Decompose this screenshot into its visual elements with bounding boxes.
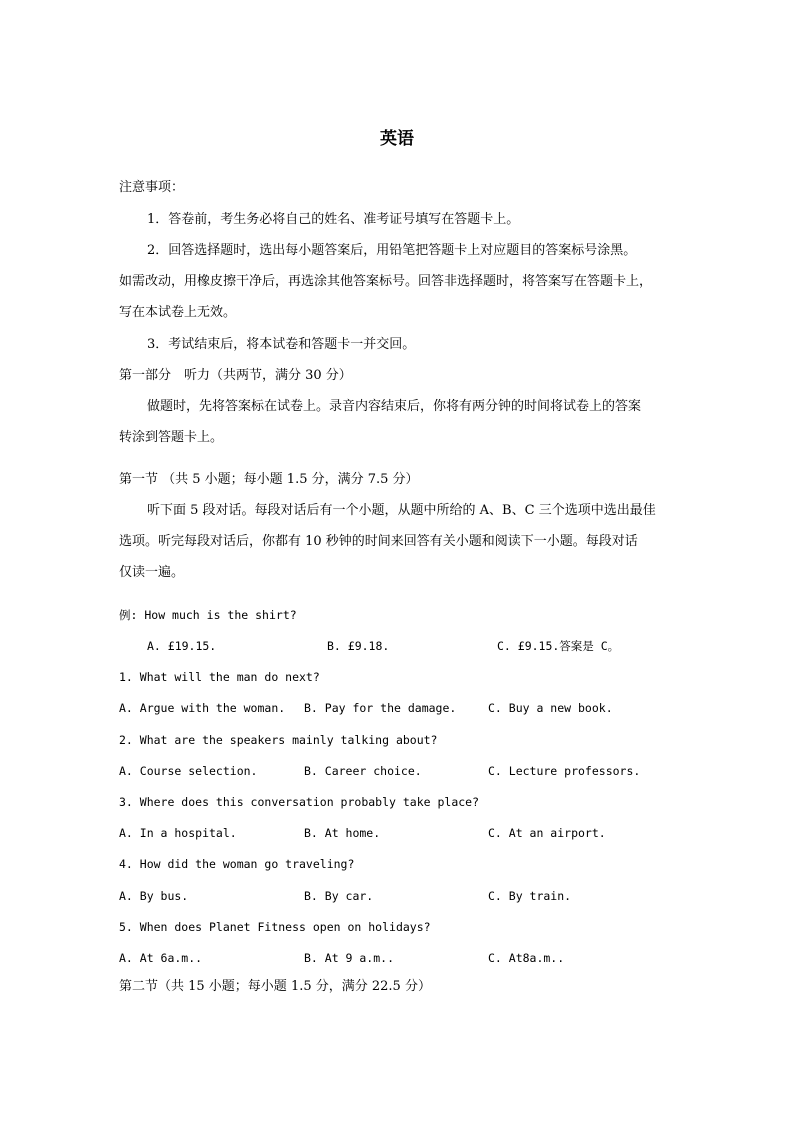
question-4-option-b: B. By car. [304,889,374,903]
question-5-option-c: C. At8a.m.. [488,951,565,965]
notice-item-2-line-1: 2．回答选择题时，选出每小题答案后，用铅笔把答题卡上对应题目的答案标号涂黑。 [147,243,637,258]
question-1-option-b: B. Pay for the damage. [304,701,457,715]
question-2-option-c: C. Lecture professors. [488,764,641,778]
section1-instruction-line-1: 听下面 5 段对话。每段对话后有一个小题，从题中所给的 A、B、C 三个选项中选出最佳 [147,503,656,518]
notice-item-3: 3．考试结束后，将本试卷和答题卡一并交回。 [147,337,416,352]
part1-instruction-line-1: 做题时，先将答案标在试卷上。录音内容结束后，你将有两分钟的时间将试卷上的答案 [147,399,642,414]
section2-heading: 第二节（共 15 小题；每小题 1.5 分，满分 22.5 分） [119,979,431,994]
question-3: 3. Where does this conversation probably take place? [119,795,480,809]
question-4-option-a: A. By bus. [119,889,189,903]
question-5: 5. When does Planet Fitness open on holidays? [119,920,431,934]
question-3-option-b: B. At home. [304,826,381,840]
notice-item-2-line-2: 如需改动，用橡皮擦干净后，再选涂其他答案标号。回答非选择题时，将答案写在答题卡上， [119,274,653,289]
section1-instruction-line-2: 选项。听完每段对话后，你都有 10 秒钟的时间来回答有关小题和阅读下一小题。每段对话 [119,534,638,549]
example-option-c: C. £9.15.答案是 C。 [497,639,620,653]
question-2-option-b: B. Career choice. [304,764,422,778]
question-4-option-c: C. By train. [488,889,572,903]
notice-heading: 注意事项： [119,180,185,195]
example-option-a: A. £19.15. [147,639,217,653]
question-5-option-a: A. At 6a.m.. [119,951,203,965]
question-1-option-a: A. Argue with the woman. [119,701,286,715]
notice-item-1: 1．答卷前，考生务必将自己的姓名、准考证号填写在答题卡上。 [147,212,520,227]
section1-instruction-line-3: 仅读一遍。 [119,565,185,580]
part1-heading: 第一部分 听力（共两节，满分 30 分） [119,368,352,383]
question-1: 1. What will the man do next? [119,670,320,684]
notice-item-2-line-3: 写在本试卷上无效。 [119,305,237,320]
question-1-option-c: C. Buy a new book. [488,701,613,715]
example-option-b: B. £9.18. [327,639,390,653]
example-question: 例: How much is the shirt? [119,608,297,622]
question-2: 2. What are the speakers mainly talking about? [119,733,438,747]
question-4: 4. How did the woman go traveling? [119,857,355,871]
section1-heading: 第一节 （共 5 小题；每小题 1.5 分，满分 7.5 分） [119,472,419,487]
question-3-option-c: C. At an airport. [488,826,606,840]
question-3-option-a: A. In a hospital. [119,826,237,840]
question-5-option-b: B. At 9 a.m.. [304,951,395,965]
part1-instruction-line-2: 转涂到答题卡上。 [119,430,224,445]
question-2-option-a: A. Course selection. [119,764,258,778]
page-title: 英语 [380,129,414,149]
